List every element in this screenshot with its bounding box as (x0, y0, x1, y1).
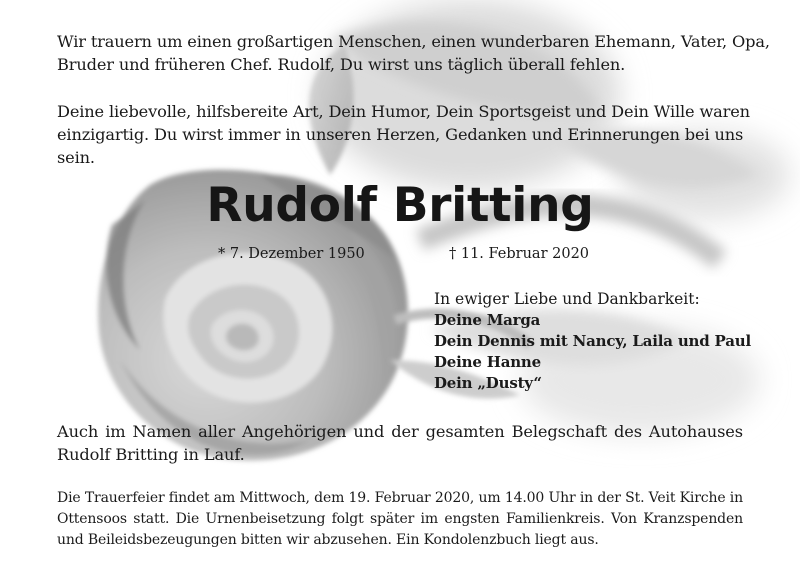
tribute-line-1: Deine liebevolle, hilfsbereite Art, Dein Humor, Dein Sportsgeist und Dein Wille waren (57, 102, 750, 121)
intro-paragraph (57, 30, 777, 76)
death-date: † 11. Februar 2020 (449, 246, 590, 262)
closing-signatures (434, 289, 751, 394)
tribute-paragraph (57, 100, 777, 169)
signature-line: Deine Hanne (434, 353, 541, 371)
tribute-line-2: einzigartig. Du wirst immer in unseren Herzen, Gedanken und Erinnerungen bei uns sein. (57, 125, 744, 167)
deceased-name: Rudolf Britting (206, 178, 594, 233)
company-note: Auch im Namen aller Angehörigen und der gesamten Belegschaft des Autohauses Rudolf Britting in Lauf. (57, 422, 743, 464)
signature-line: Deine Marga (434, 311, 541, 329)
signature-line: Dein Dennis mit Nancy, Laila und Paul (434, 332, 751, 350)
intro-line-1: Wir trauern um einen großartigen Menschen, einen wunderbaren Ehemann, Vater, Opa, (57, 32, 770, 51)
intro-line-2: Bruder und früheren Chef. Rudolf, Du wirst uns täglich überall fehlen. (57, 55, 626, 74)
closing-heading: In ewiger Liebe und Dankbarkeit: (434, 290, 700, 308)
service-info: Die Trauerfeier findet am Mittwoch, dem 19. Februar 2020, um 14.00 Uhr in der St. Veit Kirche in Ottensoos statt. Die Urnenbeisetzung folgt später im engsten Familienkreis. Von Kranzspenden und Beileidsbezeugungen bitten wir abzusehen. Ein Kondolenzbuch liegt aus. (57, 490, 743, 548)
signature-line: Dein „Dusty“ (434, 374, 542, 392)
birth-date: * 7. Dezember 1950 (218, 246, 365, 262)
